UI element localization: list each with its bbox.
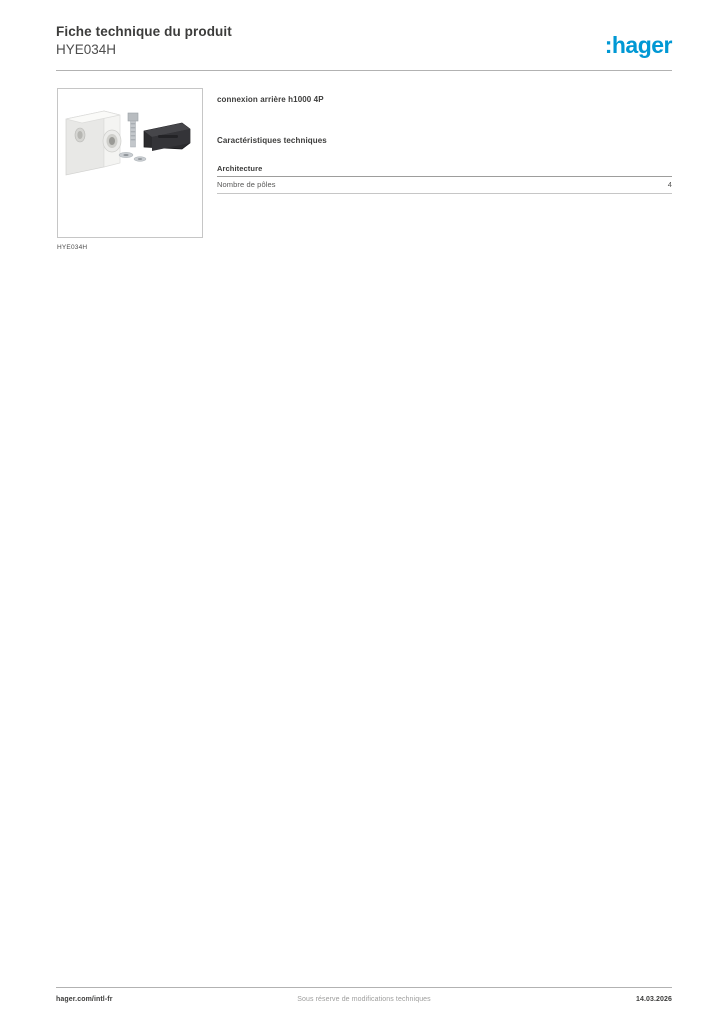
product-image-caption: HYE034H xyxy=(57,244,88,251)
footer-divider xyxy=(56,987,672,988)
spec-group-architecture xyxy=(217,164,672,194)
page-footer xyxy=(56,996,672,1010)
page-header xyxy=(56,24,672,70)
spec-group-title: Architecture xyxy=(217,164,263,173)
hager-logo: :hager xyxy=(604,32,672,58)
spec-label: Nombre de pôles xyxy=(217,180,276,189)
product-reference: HYE034H xyxy=(56,42,117,57)
product-photo-connector xyxy=(58,89,202,237)
page-title: Fiche technique du produit xyxy=(56,24,232,39)
footer-date: 14.03.2026 xyxy=(635,996,672,1003)
technical-characteristics-title: Caractéristiques techniques xyxy=(217,136,327,145)
product-image xyxy=(57,88,203,238)
product-name: connexion arrière h1000 4P xyxy=(217,95,324,104)
footer-website-link[interactable]: hager.com/intl-fr xyxy=(56,996,113,1003)
header-divider xyxy=(56,70,672,71)
footer-disclaimer: Sous réserve de modifications techniques xyxy=(297,996,431,1003)
table-row xyxy=(217,177,672,194)
product-details xyxy=(217,94,672,194)
spec-value: 4 xyxy=(667,180,672,189)
